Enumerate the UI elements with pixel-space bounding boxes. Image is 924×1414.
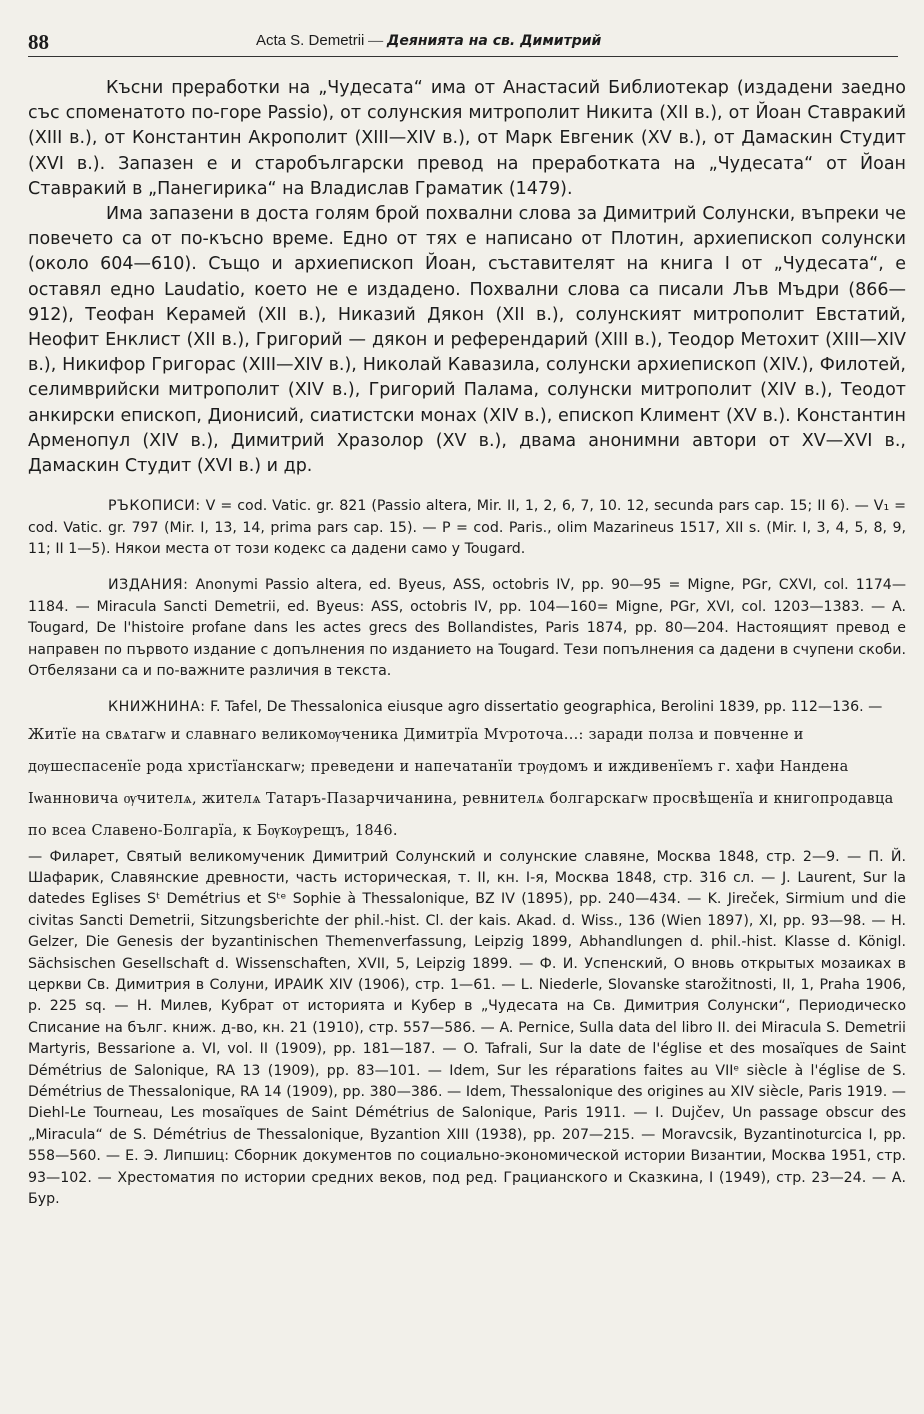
running-header xyxy=(28,28,898,57)
manuscripts-label: РЪКОПИСИ: xyxy=(108,498,201,515)
editions-text: Anonymi Passio altera, ed. Byeus, ASS, octobris IV, pp. 90—95 = Migne, PGr, CXVI, col. 1174—1184. — Miracula Sancti Demetrii, ed. Byeus: ASS, octobris IV, pp. 104—160= Migne, PGr, XVI, col. 1203—1383. — A. Tougard, De l'histoire profane dans les actes grecs des Bollandistes, Paris 1874, pp. 80—204. Настоящият превод е направен по първото издание с допълнения по изданието на Tougard. Тези попълнения са дадени в счупени скоби. Отбелязани са и по-важните различия в текста. xyxy=(28,577,907,680)
editions-section xyxy=(28,575,906,683)
manuscripts-text: V = cod. Vatic. gr. 821 (Passio altera, Mir. II, 1, 2, 6, 7, 10. 12, secunda pars cap. 15; II 6). — V₁ = cod. Vatic. gr. 797 (Mir. I, 13, 14, prima pars cap. 15). — P = cod. Paris., olim Mazarineus 1517, XII s. (Mir. I, 3, 4, 5, 8, 9, 11; II 1—5). Някои места от този кодекс са дадени само у Tougard. xyxy=(28,498,906,558)
literature-lead-text: F. Tafel, De Thessalonica eiusque agro dissertatio geographica, Berolini 1839, pp. 112—136. — xyxy=(210,699,883,715)
running-title xyxy=(256,32,601,50)
page-body xyxy=(28,76,906,1211)
running-title-cyrillic: Деянията на св. Димитрий xyxy=(386,33,602,49)
literature-label: КНИЖНИНА: xyxy=(108,699,206,715)
body-paragraph: Има запазени в доста голям брой похвални слова за Димитрий Солунски, въпреки че повечето са от по-късно време. Едно от тях е написано от Плотин, архиепископ солунски (около 604—610). Също и архиепископ Йоан, съставителят на книга I от „Чудесата“, е оставял едно Laudatio, което не е издадено. Похвални слова са писали Лъв Мъдри (866—912), Теофан Керамей (XII в.), Никазий Дякон (XII в.), солунският митрополит Евстатий, Неофит Енклист (XII в.), Григорий — дякон и референдарий (XIII в.), Теодор Метохит (XIII—XIV в.), Никифор Григорас (XIII—XIV в.), Николай Кавазила, солунски архиепископ (XIV.), Филотей, селимврийски митрополит (XIV в.), Григорий Палама, солунски митрополит (XIV в.), Теодот анкирски епископ, Дионисий, сиатистски монах (XIV в.), епископ Климент (XV в.). Константин Арменопул (XIV в.), Димитрий Хразолор (XV в.), двама анонимни автори от XV—XVI в., Дамаскин Студит (XVI в.) и др. xyxy=(28,204,906,477)
body-paragraph: Късни преработки на „Чудесата“ има от Анастасий Библиотекар (издадени заедно със споменатото по-горе Passio), от солунския митрополит Никита (XII в.), от Йоан Ставракий (XIII в.), от Константин Акрополит (XIII—XIV в.), от Марк Евгеник (XV в.), от Дамаскин Студит (XVI в.). Запазен е и старобългарски превод на преработката на „Чудесата“ от Йоан Ставракий в „Панегирика“ на Владислав Граматик (1479). xyxy=(28,78,906,199)
page-number: 88 xyxy=(28,30,49,54)
literature-rest: — Филарет, Святый великомученик Димитрий Солунский и солунские славяне, Москва 1848, стр. 2—9. — П. Й. Шафарик, Славянские древности, часть историческая, т. II, кн. I-я, Москва 1848, стр. 316 сл. — J. Laurent, Sur la datedes Eglises Sᵗ Demétrius et Sᵗᵉ Sophie à Thessalonique, BZ IV (1895), pp. 240—434. — K. Jireček, Sirmium und die civitas Sancti Demetrii, Sitzungsberichte der phil.-hist. Cl. der kais. Akad. d. Wiss., 136 (Wien 1897), XI, pp. 93—98. — H. Gelzer, Die Genesis der byzantinischen Themenverfassung, Leipzig 1899, Abhandlungen d. phil.-hist. Klasse d. Königl. Sächsischen Gesellschaft d. Wissenschaften, XVII, 5, Leipzig 1899. — Ф. И. Успенский, О вновь открытых мозаиках в церкви Св. Димитрия в Солуни, ИРАИК XIV (1906), стр. 1—61. — L. Niederle, Slovanske starožitnosti, II, 1, Praha 1906, p. 225 sq. — Н. Милев, Кубрат от историята и Кубер в „Чудесата на Св. Димитрия Солунски“, Периодическо Списание на бълг. книж. д-во, кн. 21 (1910), стр. 557—586. — A. Pernice, Sulla data del libro II. dei Miracula S. Demetrii Martyris, Bessarione a. VI, vol. II (1909), pp. 181—187. — O. Tafrali, Sur la date de l'église et des mosaïques de Saint Démétrius de Salonique, RA 13 (1909), pp. 83—101. — Idem, Sur les réparations faites au VIIᵉ siècle à l'église de S. Démétrius de Thessalonique, RA 14 (1909), pp. 380—386. — Idem, Thessalonique des origines au XIV siècle, Paris 1919. — Diehl-Le Tourneau, Les mosaïques de Saint Démétrius de Salonique, Paris 1911. — I. Dujčev, Un passage obscur des „Miracula“ de S. Démétrius de Thessalonique, Byzantion XIII (1938), pp. 207—215. — Moravcsik, Byzantinoturcica I, pp. 558—560. — Е. Э. Липшиц: Сборник документов по социально-экономической истории Византии, Москва 1951, стр. 93—102. — Хрестоматия по истории средних веков, под ред. Грацианского и Сказкина, I (1949), стр. 23—24. — А. Бур. xyxy=(28,848,906,1208)
editions-label: ИЗДАНИЯ: xyxy=(108,577,189,594)
literature-slavonic-title: Житїе на свѧтагѡ и славнаго великомѹченика Димитрїа Мѵроточа...: заради полза и повченне и дѹшеспасенїе рода христїанскагѡ; преведени и напечатанїи трѹдомъ и иждивенїемъ г. хафи Нандена Іѡанновича ѹчителѧ, жителѧ Татаръ-Пазарчичанина, ревнителѧ болгарскагѡ просвѣщенїа и книгопродавца по всеа Славено-Болгарїа, к Бѹкѹрещъ, 1846. xyxy=(28,726,894,839)
running-title-separator: — xyxy=(368,33,384,49)
running-title-latin: Acta S. Demetrii xyxy=(256,32,365,49)
manuscripts-section xyxy=(28,496,906,561)
literature-section xyxy=(28,697,906,719)
